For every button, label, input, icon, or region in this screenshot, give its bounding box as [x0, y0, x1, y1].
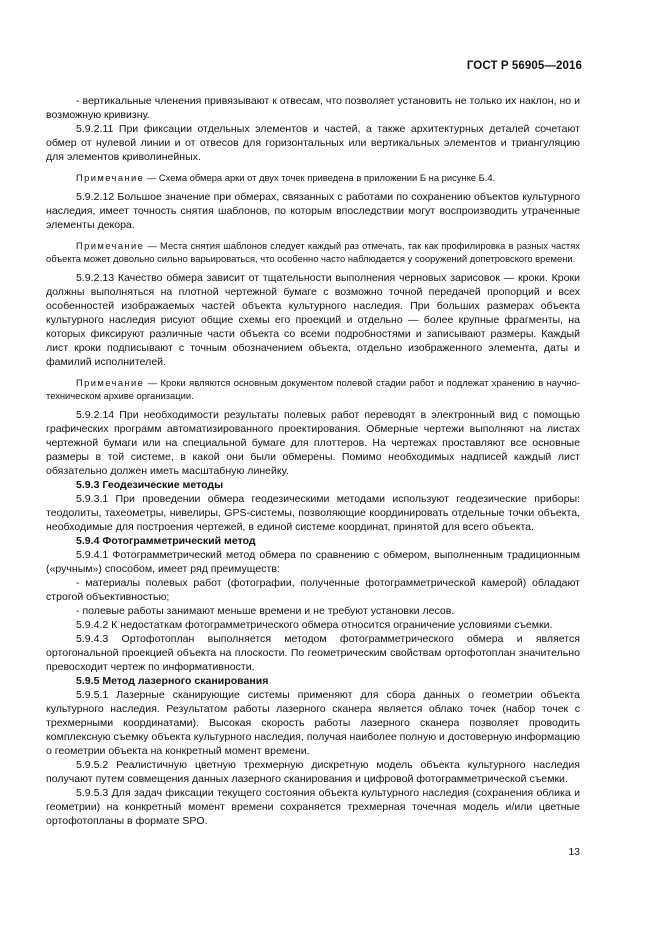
- page-number: 13: [568, 846, 580, 858]
- section-heading: 5.9.4 Фотограмметрический метод: [76, 535, 256, 547]
- body-paragraph: 5.9.3.1 При проведении обмера геодезическими методами используют геодезические приборы: теодолиты, тахеометры, нивелиры, GPS-системы, позволяющие координировать отдельные точки объекта, необходимые для построения чертежей, в единой системе координат, принятой для всего объекта.: [46, 493, 580, 533]
- document-body: [46, 94, 580, 828]
- body-paragraph: 5.9.5.1 Лазерные сканирующие системы применяют для сбора данных о геометрии объекта культурного наследия. Результатом работы лазерного сканера является облако точек (набор точек с трехмерными координатами). Высокая скорость работы лазерного сканера позволяет проводить комплексную съемку объекта культурного наследия, получая наиболее полную и достоверную информацию о геометрии объекта на конкретный момент времени.: [46, 689, 580, 757]
- body-paragraph: 5.9.2.14 При необходимости результаты полевых работ переводят в электронный вид с помощью графических программ автоматизированного проектирования. Обмерные чертежи выполняют на листах чертежной бумаги или на специальной бумаге для плоттеров. На чертежах проставляют все основные размеры в той системе, в какой они были обмерены. Помимо необходимых надписей каждый лист обязательно должен иметь масштабную линейку.: [46, 409, 580, 477]
- body-paragraph: 5.9.4.3 Ортофотоплан выполняется методом фотограмметрического обмера и является ортогональной проекцией объекта на плоскости. По геометрическим свойствам ортофотоплан значительно превосходит чертеж по информативности.: [46, 633, 580, 673]
- note-paragraph: [46, 376, 580, 402]
- note-label: Примечание: [76, 377, 145, 388]
- note-text: — Места снятия шаблонов следует каждый раз отмечать, так как профилировка в разных частях объекта может довольно сильно варьироваться, что особенно часто наблюдается у сооружений допетровского времени.: [46, 240, 580, 264]
- section-heading: 5.9.3 Геодезические методы: [76, 479, 224, 491]
- note-paragraph: [46, 171, 580, 184]
- body-paragraph: 5.9.4.2 К недостаткам фотограмметрического обмера относится ограничение условиями съемки.: [76, 619, 553, 631]
- body-paragraph: - вертикальные членения привязывают к отвесам, что позволяет установить не только их наклон, но и возможную кривизну.: [46, 95, 580, 121]
- standard-header: ГОСТ Р 56905—2016: [466, 60, 582, 72]
- body-paragraph: 5.9.2.13 Качество обмера зависит от тщательности выполнения черновых зарисовок — кроки. Кроки должны выполняться на плотной чертежной бумаге с возможно точной передачей пропорций и всех особенностей изображаемых частей объекта культурного наследия. При больших размерах объекта культурного наследия рисуют общие схемы его проекций и отдельно — более крупные фрагменты, на которых фиксируют различные части объекта со всеми подробностями и записывают размеры. Каждый лист кроки подписывают с точным обозначением объекта, отдельно изображенного элемента, даты и фамилий исполнителей.: [46, 272, 580, 368]
- note-text: — Схема обмера арки от двух точек приведена в приложении Б на рисунке Б.4.: [144, 172, 496, 183]
- section-heading: 5.9.5 Метод лазерного сканирования: [76, 675, 269, 687]
- note-label: Примечание: [76, 240, 145, 251]
- body-paragraph: 5.9.5.2 Реалистичную цветную трехмерную дискретную модель объекта культурного наследия получают путем совмещения данных лазерного сканирования и цифровой фотограмметрической съемки.: [46, 759, 580, 785]
- body-paragraph: 5.9.4.1 Фотограмметрический метод обмера по сравнению с обмером, выполненным традиционным («ручным») способом, имеет ряд преимуществ:: [46, 549, 580, 575]
- note-label: Примечание: [76, 172, 145, 183]
- body-paragraph: 5.9.2.12 Большое значение при обмерах, связанных с работами по сохранению объектов культурного наследия, имеет точность снятия шаблонов, по которым впоследствии могут воспроизводить утраченные элементы декора.: [46, 191, 580, 231]
- body-paragraph: - полевые работы занимают меньше времени и не требуют установки лесов.: [76, 605, 455, 617]
- body-paragraph: 5.9.2.11 При фиксации отдельных элементов и частей, а также архитектурных деталей сочетают обмер от нулевой линии и от отвесов для горизонтальных или вертикальных элементов и триангуляцию для элементов криволинейных.: [46, 123, 580, 163]
- note-paragraph: [46, 239, 580, 265]
- body-paragraph: 5.9.5.3 Для задач фиксации текущего состояния объекта культурного наследия (сохранения облика и геометрии) на конкретный момент времени сохраняется трехмерная точечная модель и/или цветные ортофотопланы в формате SPO.: [46, 787, 580, 827]
- body-paragraph: - материалы полевых работ (фотографии, полученные фотограмметрической камерой) обладают строгой объективностью;: [46, 577, 580, 603]
- note-text: — Кроки являются основным документом полевой стадии работ и подлежат хранению в научно-техническом архиве организации.: [46, 377, 580, 401]
